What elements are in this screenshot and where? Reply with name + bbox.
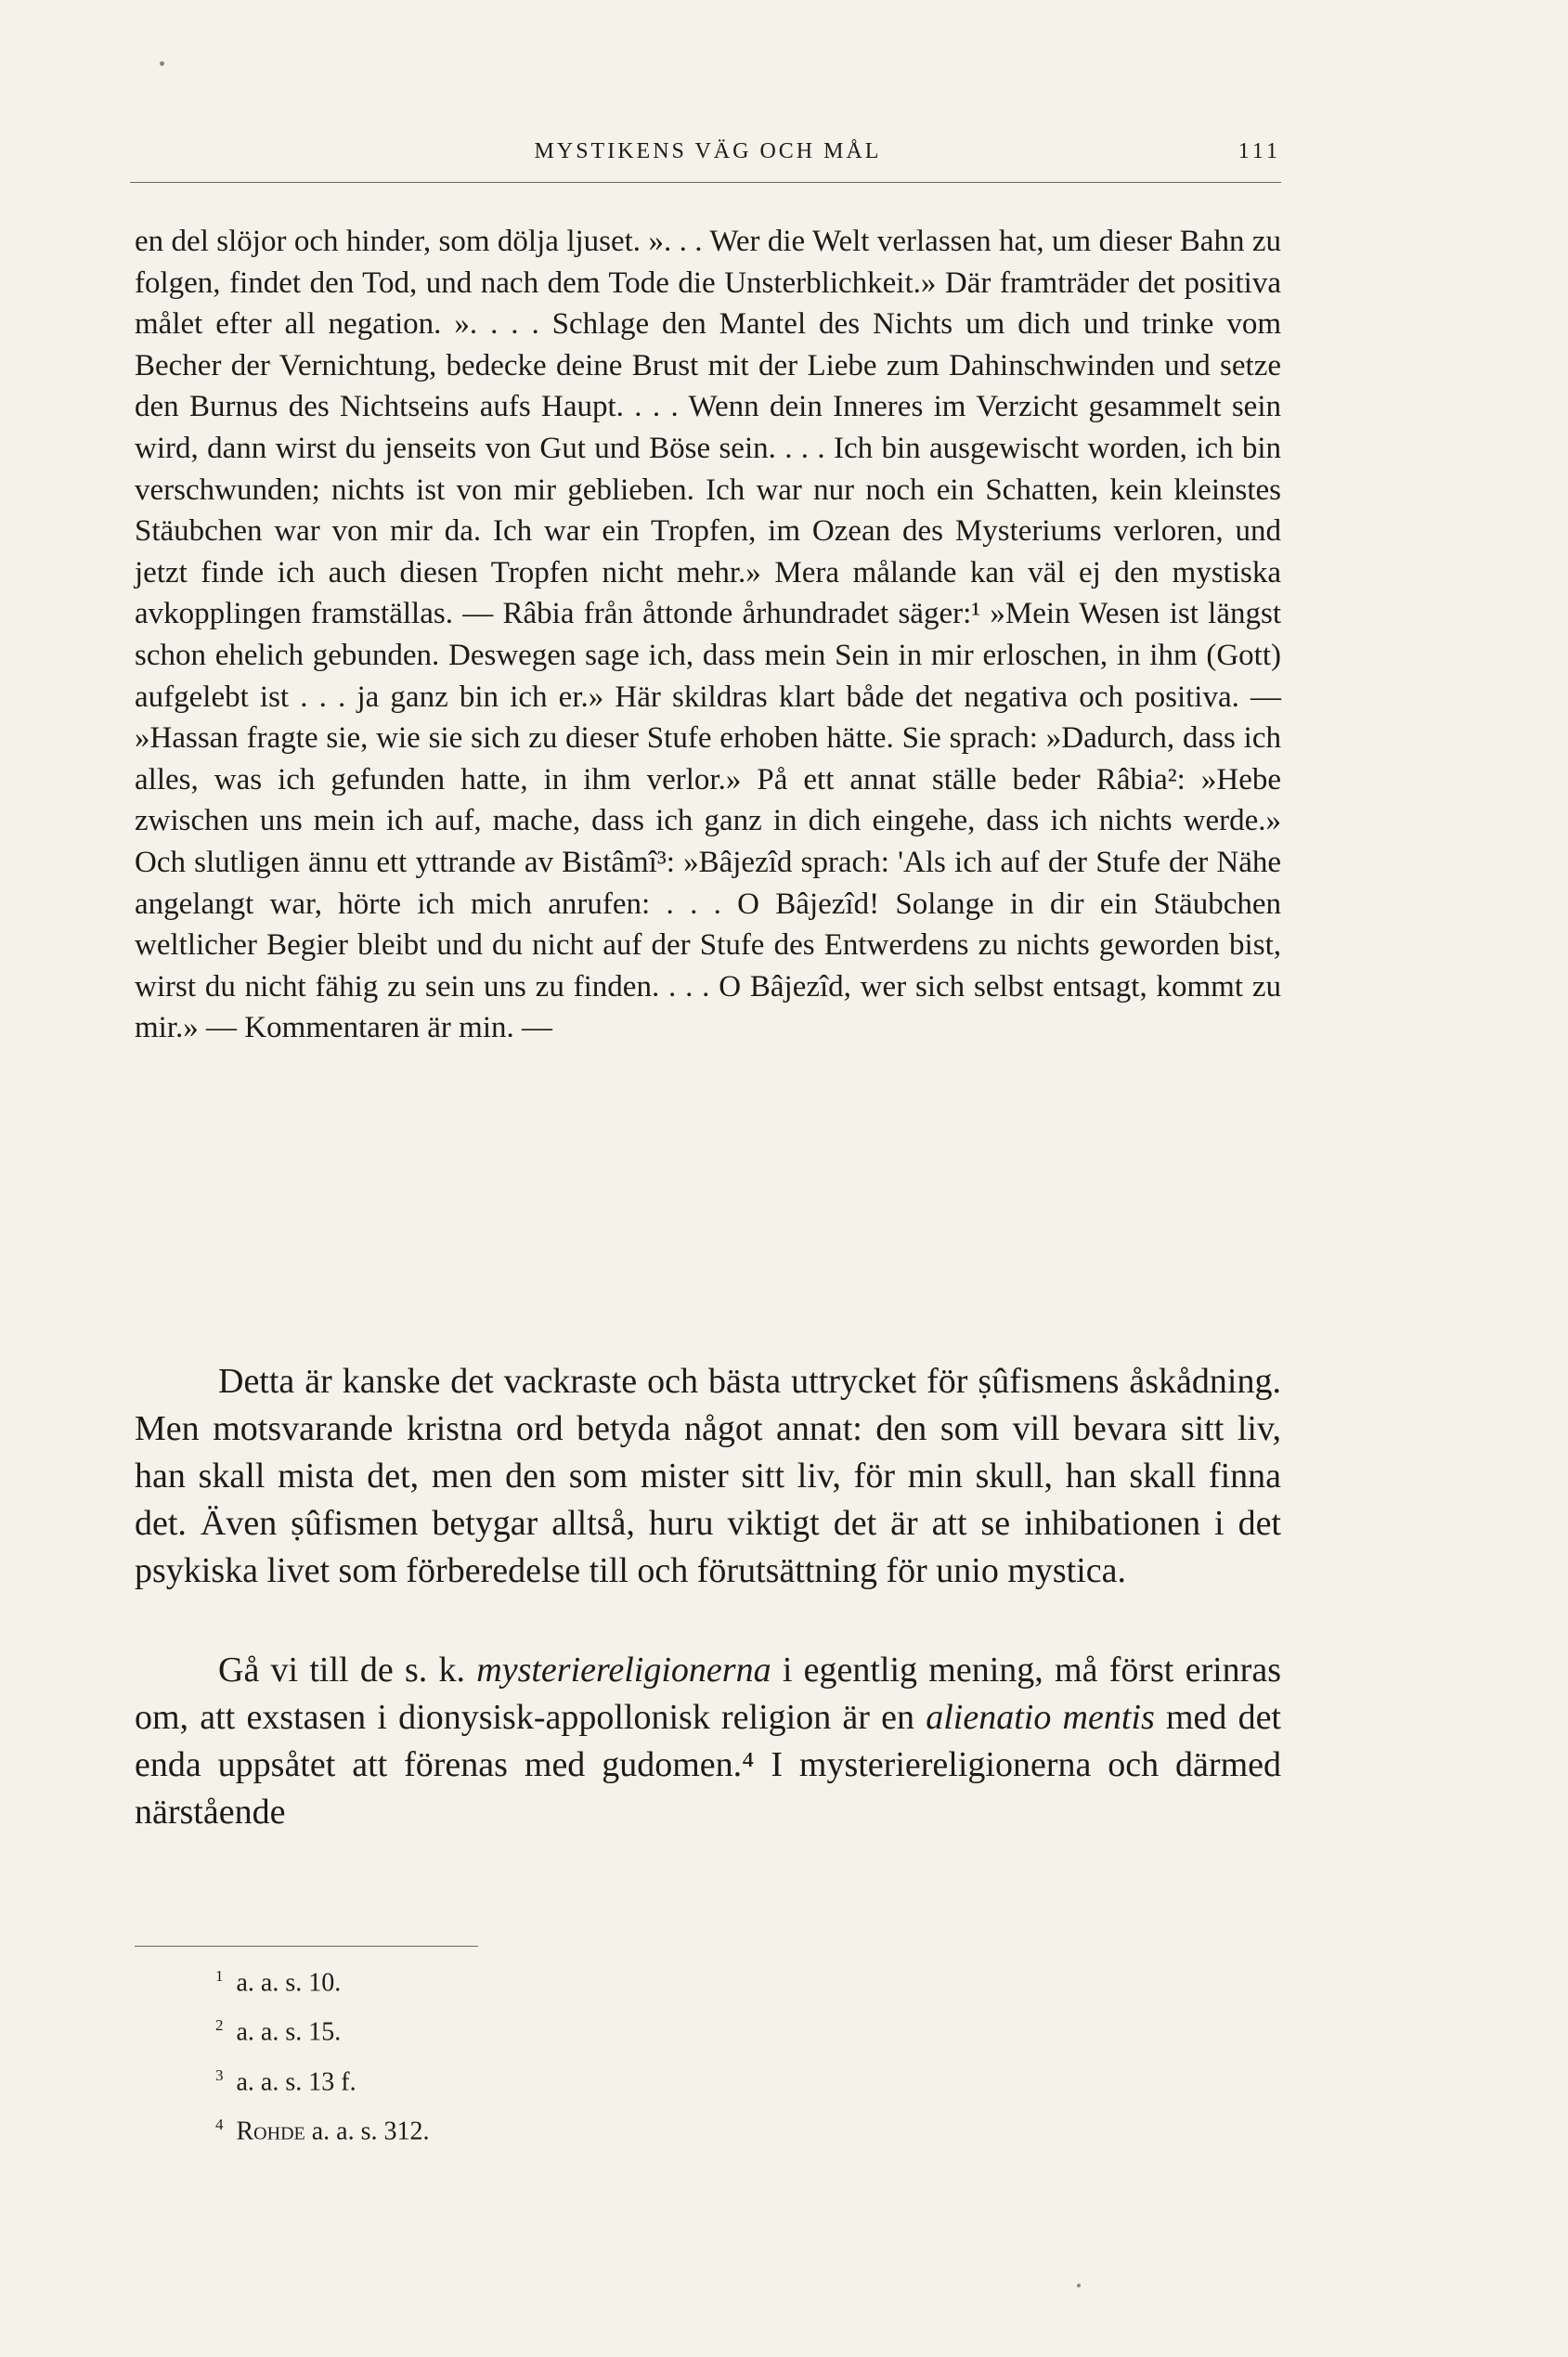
header-rule bbox=[130, 182, 1281, 183]
footnote-text: a. a. s. 15. bbox=[236, 2017, 342, 2047]
footnote-rule bbox=[135, 1946, 478, 1947]
footnote-marker: 1 bbox=[215, 1967, 224, 1985]
term-alienatio-mentis: alienatio mentis bbox=[926, 1698, 1155, 1737]
footnote-4 bbox=[215, 2104, 958, 2153]
quote-paragraph: en del slöjor och hinder, som dölja ljuset. ». . . Wer die Welt verlassen hat, um dieser Bahn zu folgen, findet den Tod, und nach dem Tode die Unsterblichkeit.» Där framträder det positiva målet efter all negation. ». . . . Schlage den Mantel des Nichts um dich und trinke vom Becher der Vernichtung, bedecke deine Brust mit der Liebe zum Dahinschwinden und setze den Burnus des Nichtseins aufs Haupt. . . . Wenn dein Inneres im Verzicht gesammelt sein wird, dann wirst du jenseits von Gut und Böse sein. . . . Ich bin ausgewischt worden, ich bin verschwunden; nichts ist von mir geblieben. Ich war nur noch ein Schatten, kein kleinstes Stäubchen war von mir da. Ich war ein Tropfen, im Ozean des Mysteriums verloren, und jetzt finde ich auch diesen Tropfen nicht mehr.» Mera målande kan väl ej den mystiska avkopplingen framställas. — Râbia från åttonde århundradet säger:¹ »Mein Wesen ist längst schon ehelich gebunden. Deswegen sage ich, dass mein Sein in mir erloschen, in ihm (Gott) aufgelebt ist . . . ja ganz bin ich er.» Här skildras klart både det negativa och positiva. — »Hassan fragte sie, wie sie sich zu dieser Stufe erhoben hätte. Sie sprach: »Dadurch, dass ich alles, was ich gefunden hatte, in ihm verlor.» På ett annat ställe beder Râbia²: »Hebe zwischen uns mein ich auf, mache, dass ich ganz in dich eingehe, dass ich nichts werde.» Och slutligen ännu ett yttrande av Bistâmî³: »Bâjezîd sprach: 'Als ich auf der Stufe der Nähe angelangt war, hörte ich mich anrufen: . . . O Bâjezîd! Solange in dir ein Stäubchen weltlicher Begier bleibt und du nicht auf der Stufe des Entwerdens zu nichts geworden bist, wirst du nicht fähig zu sein uns zu finden. . . . O Bâjezîd, wer sich selbst entsagt, kommt zu mir.» — Kommentaren är min. — bbox=[135, 225, 1281, 1045]
paragraph-2-text-a: Gå vi till de s. k. bbox=[218, 1651, 477, 1690]
footnote-2 bbox=[215, 2004, 958, 2053]
footnote-marker: 2 bbox=[215, 2016, 224, 2035]
page-number: 111 bbox=[1238, 139, 1281, 163]
footnote-author: Rohde bbox=[236, 2117, 305, 2146]
speck-mark bbox=[1077, 2284, 1081, 2287]
footnote-3 bbox=[215, 2054, 958, 2104]
footnote-1 bbox=[215, 1955, 958, 2004]
footnote-text: a. a. s. 312. bbox=[305, 2117, 430, 2146]
quote-block bbox=[135, 221, 1281, 1049]
page-header bbox=[135, 139, 1281, 180]
footnote-text: a. a. s. 13 f. bbox=[236, 2066, 356, 2096]
paragraph-2-text-b: i egentlig mening, må först erinras om, att exstasen i dionysisk-appollonisk religion är en bbox=[135, 1651, 1281, 1737]
footnote-marker: 4 bbox=[215, 2115, 224, 2133]
main-text bbox=[135, 1358, 1281, 1836]
paragraph-1: Detta är kanske det vackraste och bästa uttrycket för ṣûfismens åskådning. Men motsvarande kristna ord betyda något annat: den som vill bevara sitt liv, han skall mista det, men den som mister sitt liv, för min skull, han skall finna det. Även ṣûfismen betygar alltså, huru viktigt det är att se inhibationen i det psykiska livet som förberedelse till och förutsättning för unio mystica. bbox=[135, 1362, 1281, 1590]
footnotes bbox=[215, 1955, 958, 2153]
footnote-marker: 3 bbox=[215, 2066, 224, 2084]
footnote-text: a. a. s. 10. bbox=[236, 1968, 342, 1998]
speck-mark bbox=[160, 61, 164, 66]
paragraph-2-text-c: med det enda uppsåtet att förenas med gudomen.⁴ I mysteriereligionerna och därmed närstående bbox=[135, 1698, 1281, 1832]
running-title: MYSTIKENS VÄG OCH MÅL bbox=[534, 139, 882, 163]
term-mysteriereligionerna: mysteriereligionerna bbox=[476, 1651, 771, 1690]
paragraph-2 bbox=[135, 1647, 1281, 1836]
